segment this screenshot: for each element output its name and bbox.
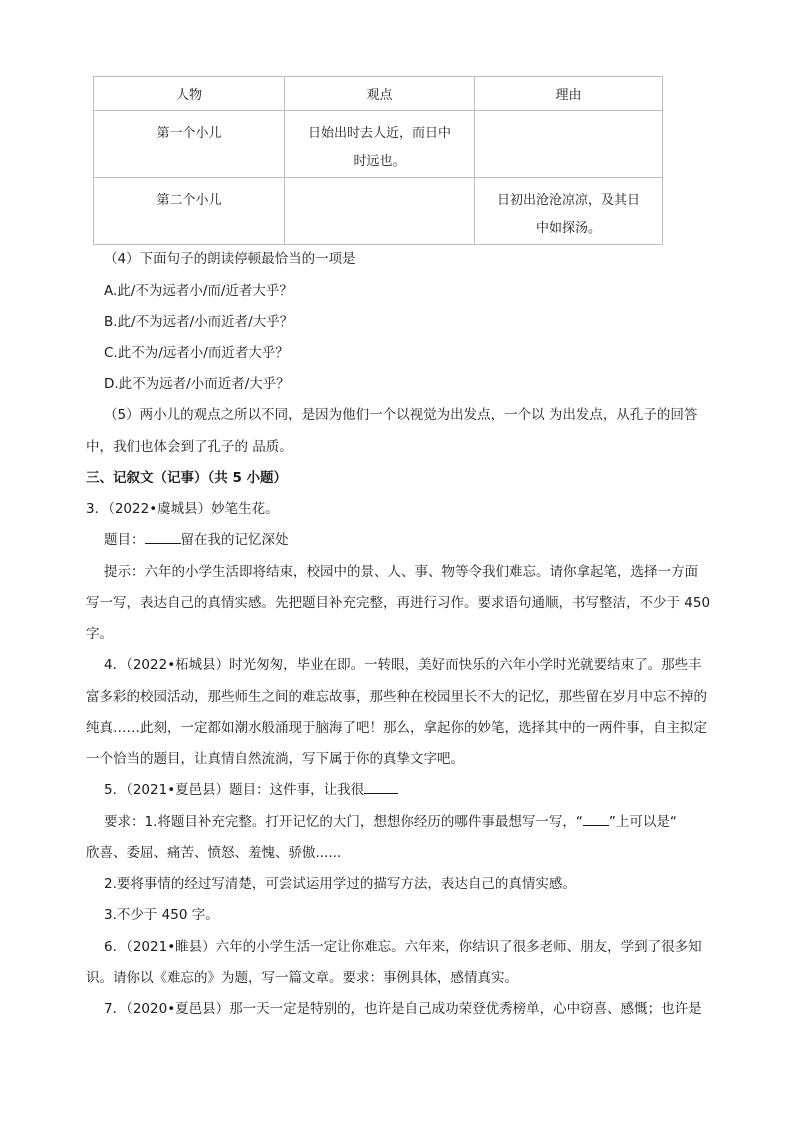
table-cell-reason [475, 178, 663, 245]
item-4-line: 4．（2022•柘城县）时光匆匆，毕业在即。一转眼，美好而快乐的六年小学时光就要结束了。那些丰 [104, 657, 702, 673]
item-3-prompt: 3．（2022•虞城县）妙笔生花。 [86, 501, 279, 517]
fill-blank [364, 777, 398, 794]
reason-line: 日初出沧沧凉凉，及其日 [496, 193, 640, 208]
table-header-row [94, 77, 663, 111]
item-4-line: 一个恰当的题目，让真情自然流淌，写下属于你的真挚文字吧。 [86, 751, 464, 767]
option-a: A.此/不为远者小/而/近者大乎？ [104, 283, 293, 299]
item-6-line: 6．（2021•睢县）六年的小学生活一定让你难忘。六年来，你结识了很多老师、朋友，学到了很多知 [104, 939, 702, 955]
table-header-cell: 观点 [285, 77, 475, 111]
table-cell-reason [475, 111, 663, 178]
table-header-cell: 理由 [475, 77, 663, 111]
viewpoint-table [93, 76, 663, 245]
fill-blank [583, 809, 609, 826]
table-row [94, 111, 663, 178]
view-line: 时远也。 [353, 154, 406, 169]
table-cell-person: 第一个小儿 [94, 111, 285, 178]
question-5-line: （5）两小儿的观点之所以不同，是因为他们一个以视觉为出发点，一个以 为出发点，从孔子的回答 [104, 407, 698, 423]
section-heading: 三、记叙文（记事）（共 5 小题） [86, 470, 288, 486]
option-b: B.此/不为远者/小而近者/大乎？ [104, 314, 294, 330]
item-3-hint: 字。 [86, 626, 113, 642]
table-cell-view [285, 178, 475, 245]
question-5-line: 中，我们也体会到了孔子的 品质。 [86, 439, 293, 455]
item-5-requirement: 2.要将事情的经过写清楚，可尝试运用学过的描写方法，表达自己的真情实感。 [104, 876, 576, 892]
item-4-line: 富多彩的校园活动，那些师生之间的难忘故事，那些种在校园里长不大的记忆，那些留在岁月中忘不掉的 [86, 689, 707, 705]
table-cell-person: 第二个小儿 [94, 178, 285, 245]
table-header-cell: 人物 [94, 77, 285, 111]
item-5-requirement: 3.不少于 450 字。 [104, 907, 219, 923]
item-5-prompt-text: 5．（2021•夏邑县）题目：这件事，让我很 [104, 782, 365, 798]
question-4-stem: （4）下面句子的朗读停顿最恰当的一项是 [104, 251, 356, 267]
table-row [94, 178, 663, 245]
requirement-text: 要求：1.将题目补充完整。打开记忆的大门，想想你经历的哪件事最想写一写，“ [104, 814, 583, 830]
item-3-hint: 写一写，表达自己的真情实感。先把题目补充完整，再进行习作。要求语句通顺，书写整洁，不少于 450 [86, 595, 711, 611]
item-5-prompt [104, 775, 744, 806]
reason-line: 中如探汤。 [535, 221, 601, 236]
item-4-line: 纯真……此刻，一定都如潮水般涌现于脑海了吧！那么，拿起你的妙笔，选择其中的一两件事，自主拟定 [86, 720, 707, 736]
item-6-line: 识。请你以《难忘的》为题，写一篇文章。要求：事例具体，感情真实。 [86, 970, 518, 986]
requirement-text: ”上可以是“ [608, 814, 677, 830]
option-d: D.此不为远者/小而近者/大乎？ [104, 376, 290, 392]
title-prefix: 题目： [104, 532, 145, 548]
item-3-hint: 提示：六年的小学生活即将结束，校园中的景、人、事、物等令我们难忘。请你拿起笔，选择一方面 [104, 564, 698, 580]
item-5-requirement [104, 807, 744, 838]
option-c: C.此不为/远者小/而近者大乎？ [104, 345, 289, 361]
item-3-title-line [104, 525, 744, 556]
view-line: 日始出时去人近，而日中 [307, 126, 451, 141]
item-7-line: 7．（2020•夏邑县）那一天一定是特别的，也许是自己成功荣登优秀榜单，心中窃喜、感慨；也许是 [104, 1001, 702, 1017]
table-cell-view [285, 111, 475, 178]
item-5-requirement: 欣喜、委屈、痛苦、愤怒、羞愧、骄傲...... [86, 845, 342, 861]
fill-blank [145, 527, 181, 544]
title-suffix: 留在我的记忆深处 [180, 532, 289, 548]
